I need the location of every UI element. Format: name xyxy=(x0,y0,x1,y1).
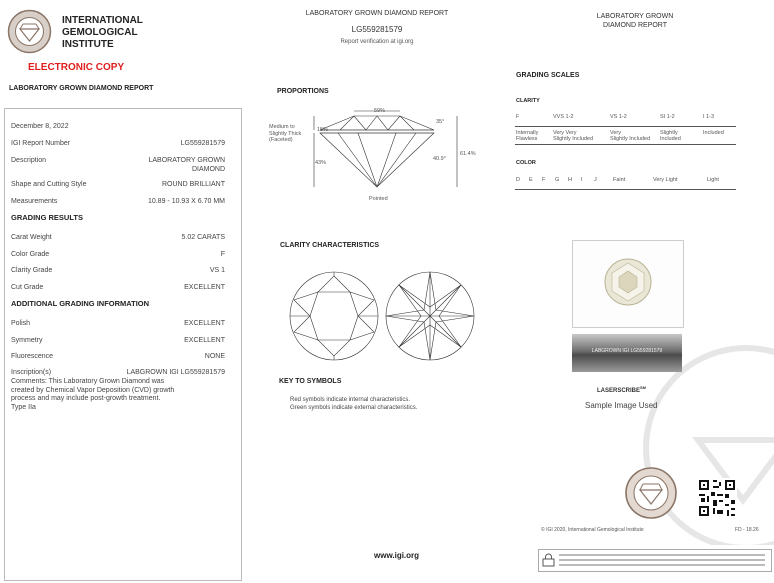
culet-label: Pointed xyxy=(369,196,388,202)
institute-line: INTERNATIONAL xyxy=(62,15,143,26)
clarity-plot-crown xyxy=(288,270,380,362)
row-value: EXCELLENT xyxy=(184,320,225,327)
additional-row xyxy=(11,369,225,376)
grading-row xyxy=(11,267,225,274)
right-report-title xyxy=(560,13,710,30)
grading-scales-heading: GRADING SCALES xyxy=(516,72,580,79)
color-desc: Light xyxy=(707,177,719,183)
girdle-line: Slightly Thick xyxy=(269,130,302,137)
desc-line: Slightly Included xyxy=(553,136,594,142)
clarity-scale-label: CLARITY xyxy=(516,98,540,104)
clarity-desc xyxy=(553,130,593,142)
row-label: Carat Weight xyxy=(11,234,52,241)
clarity-desc xyxy=(516,130,538,142)
depth-percent: 61.4% xyxy=(460,151,476,157)
sample-image-note: Sample Image Used xyxy=(585,401,658,410)
color-desc: Very Light xyxy=(653,177,678,183)
clarity-grade: SI 1-2 xyxy=(660,114,675,120)
row-label: Description xyxy=(11,157,47,164)
desc-line: Very Very xyxy=(553,130,577,136)
comment-line: Type IIa xyxy=(11,403,36,411)
electronic-copy-label: ELECTRONIC COPY xyxy=(28,62,125,73)
laserscribe-text: LASERSCRIBE xyxy=(597,388,641,394)
clarity-desc xyxy=(610,130,650,142)
pavilion-percent: 43% xyxy=(315,160,327,166)
institute-name xyxy=(62,15,143,51)
additional-row xyxy=(11,337,225,344)
diamond-icon xyxy=(603,257,653,307)
clarity-plot-pavilion xyxy=(384,270,476,362)
comment-line: process and may include post-growth treatment. xyxy=(11,395,161,402)
pavilion-angle: 40.9° xyxy=(433,156,446,162)
row-value: NONE xyxy=(204,353,225,360)
table-percent: 59% xyxy=(374,108,386,114)
grading-row xyxy=(11,284,225,291)
clarity-grade: I 1-3 xyxy=(703,114,715,120)
security-lock-icon xyxy=(542,553,555,567)
website-url: www.igi.org xyxy=(374,551,420,560)
crown-percent: 15% xyxy=(317,127,329,133)
key-line: Green symbols indicate external characteristics. xyxy=(290,405,418,411)
additional-grading-heading: ADDITIONAL GRADING INFORMATION xyxy=(11,299,150,308)
key-to-symbols-heading: KEY TO SYMBOLS xyxy=(279,378,342,385)
comments xyxy=(11,378,174,412)
comment-line: Comments: This Laboratory Grown Diamond was xyxy=(11,378,165,385)
report-number: LG559281579 xyxy=(351,25,403,34)
laserscribe-image xyxy=(572,334,682,372)
microtext-line xyxy=(559,564,765,566)
clarity-characteristics-heading: CLARITY CHARACTERISTICS xyxy=(280,242,380,249)
girdle-line: Medium to xyxy=(269,124,295,130)
row-value: F xyxy=(220,251,225,258)
desc-line: Included xyxy=(660,136,681,142)
title-line: DIAMOND REPORT xyxy=(602,21,668,29)
row-value: LABGROWN IGI LG559281579 xyxy=(126,369,225,376)
desc-line: Very xyxy=(610,130,622,136)
clarity-grade: VVS 1-2 xyxy=(553,114,574,120)
row-label: Symmetry xyxy=(11,337,43,344)
institute-line: GEMOLOGICAL xyxy=(62,27,138,38)
microtext-line xyxy=(559,554,765,556)
verification-text: Report verification at igi.org xyxy=(340,39,414,45)
row-label: Inscription(s) xyxy=(11,369,52,376)
clarity-scale-line xyxy=(515,126,736,127)
report-date: December 8, 2022 xyxy=(11,123,69,130)
laserscribe-label xyxy=(597,385,646,394)
row-value: 5.02 CARATS xyxy=(181,234,225,241)
row-label: IGI Report Number xyxy=(11,140,71,147)
info-row xyxy=(11,157,225,164)
title-line: LABORATORY GROWN xyxy=(596,13,674,20)
row-value: LG559281579 xyxy=(180,140,225,147)
security-strip xyxy=(538,549,772,572)
institute-line: INSTITUTE xyxy=(62,39,114,50)
grading-row xyxy=(11,234,225,241)
clarity-scale-line xyxy=(515,144,736,145)
diamond-photo xyxy=(572,240,684,328)
info-row xyxy=(11,181,225,188)
additional-row xyxy=(11,353,225,360)
grading-row xyxy=(11,251,225,258)
desc-line: Internally xyxy=(516,130,539,136)
color-letter: F xyxy=(542,177,546,183)
desc-line: Slightly Included xyxy=(610,136,651,142)
clarity-grade: VS 1-2 xyxy=(610,114,627,120)
color-scale-label: COLOR xyxy=(516,160,536,166)
left-report-title: LABORATORY GROWN DIAMOND REPORT xyxy=(9,85,154,92)
laserscribe-inscription: LABGROWN IGI LG559281579 xyxy=(591,348,663,354)
copyright: © IGI 2020, International Gemological Institute xyxy=(541,527,644,533)
info-row xyxy=(11,140,225,147)
row-value: EXCELLENT xyxy=(184,284,225,291)
clarity-desc xyxy=(660,130,681,142)
color-letter: J xyxy=(594,177,597,183)
color-letter: G xyxy=(555,177,560,183)
key-to-symbols-text xyxy=(290,396,417,412)
proportions-heading: PROPORTIONS xyxy=(277,88,329,95)
microtext-line xyxy=(559,559,765,561)
color-scale-line xyxy=(515,189,736,190)
comment-line: created by Chemical Vapor Deposition (CVD) growth xyxy=(11,386,175,394)
grading-results-heading: GRADING RESULTS xyxy=(11,213,83,222)
row-value: ROUND BRILLIANT xyxy=(161,181,225,188)
row-label: Measurements xyxy=(11,198,58,205)
color-letter: H xyxy=(568,177,572,183)
girdle-label xyxy=(269,124,301,144)
proportions-diagram xyxy=(268,105,478,210)
row-value: 10.89 - 10.93 X 6.70 MM xyxy=(147,198,225,205)
color-letter: I xyxy=(581,177,583,183)
desc-line: Slightly xyxy=(660,130,678,136)
row-value: EXCELLENT xyxy=(184,337,225,344)
desc-line: Flawless xyxy=(516,136,538,142)
left-panel xyxy=(4,108,242,581)
row-label: Cut Grade xyxy=(11,284,44,291)
laserscribe-sup: SM xyxy=(640,385,647,390)
row-label: Color Grade xyxy=(11,251,50,258)
clarity-grade: F xyxy=(516,114,520,120)
color-letter: D xyxy=(516,177,520,183)
center-report-title: LABORATORY GROWN DIAMOND REPORT xyxy=(305,10,449,17)
clarity-desc xyxy=(703,130,724,136)
form-code: FD - 18.26 xyxy=(735,527,759,533)
row-label: Shape and Cutting Style xyxy=(11,181,87,188)
qr-code-icon[interactable] xyxy=(697,478,737,518)
color-letter: E xyxy=(529,177,533,183)
row-label: Clarity Grade xyxy=(11,267,53,274)
color-desc: Faint xyxy=(613,177,626,183)
info-row xyxy=(11,198,225,205)
crown-angle: 35° xyxy=(436,119,445,125)
row-value: LABORATORY GROWN xyxy=(148,157,225,164)
row-value: DIAMOND xyxy=(191,166,225,173)
row-label: Polish xyxy=(11,320,31,327)
row-label: Fluorescence xyxy=(11,353,54,360)
girdle-line: (Faceted) xyxy=(269,137,293,143)
igi-seal-large xyxy=(624,466,678,520)
igi-seal-logo xyxy=(7,9,52,54)
desc-line: Included xyxy=(703,130,724,136)
key-line: Red symbols indicate internal characteristics. xyxy=(290,397,411,403)
additional-row xyxy=(11,320,225,327)
row-value: VS 1 xyxy=(209,267,225,274)
